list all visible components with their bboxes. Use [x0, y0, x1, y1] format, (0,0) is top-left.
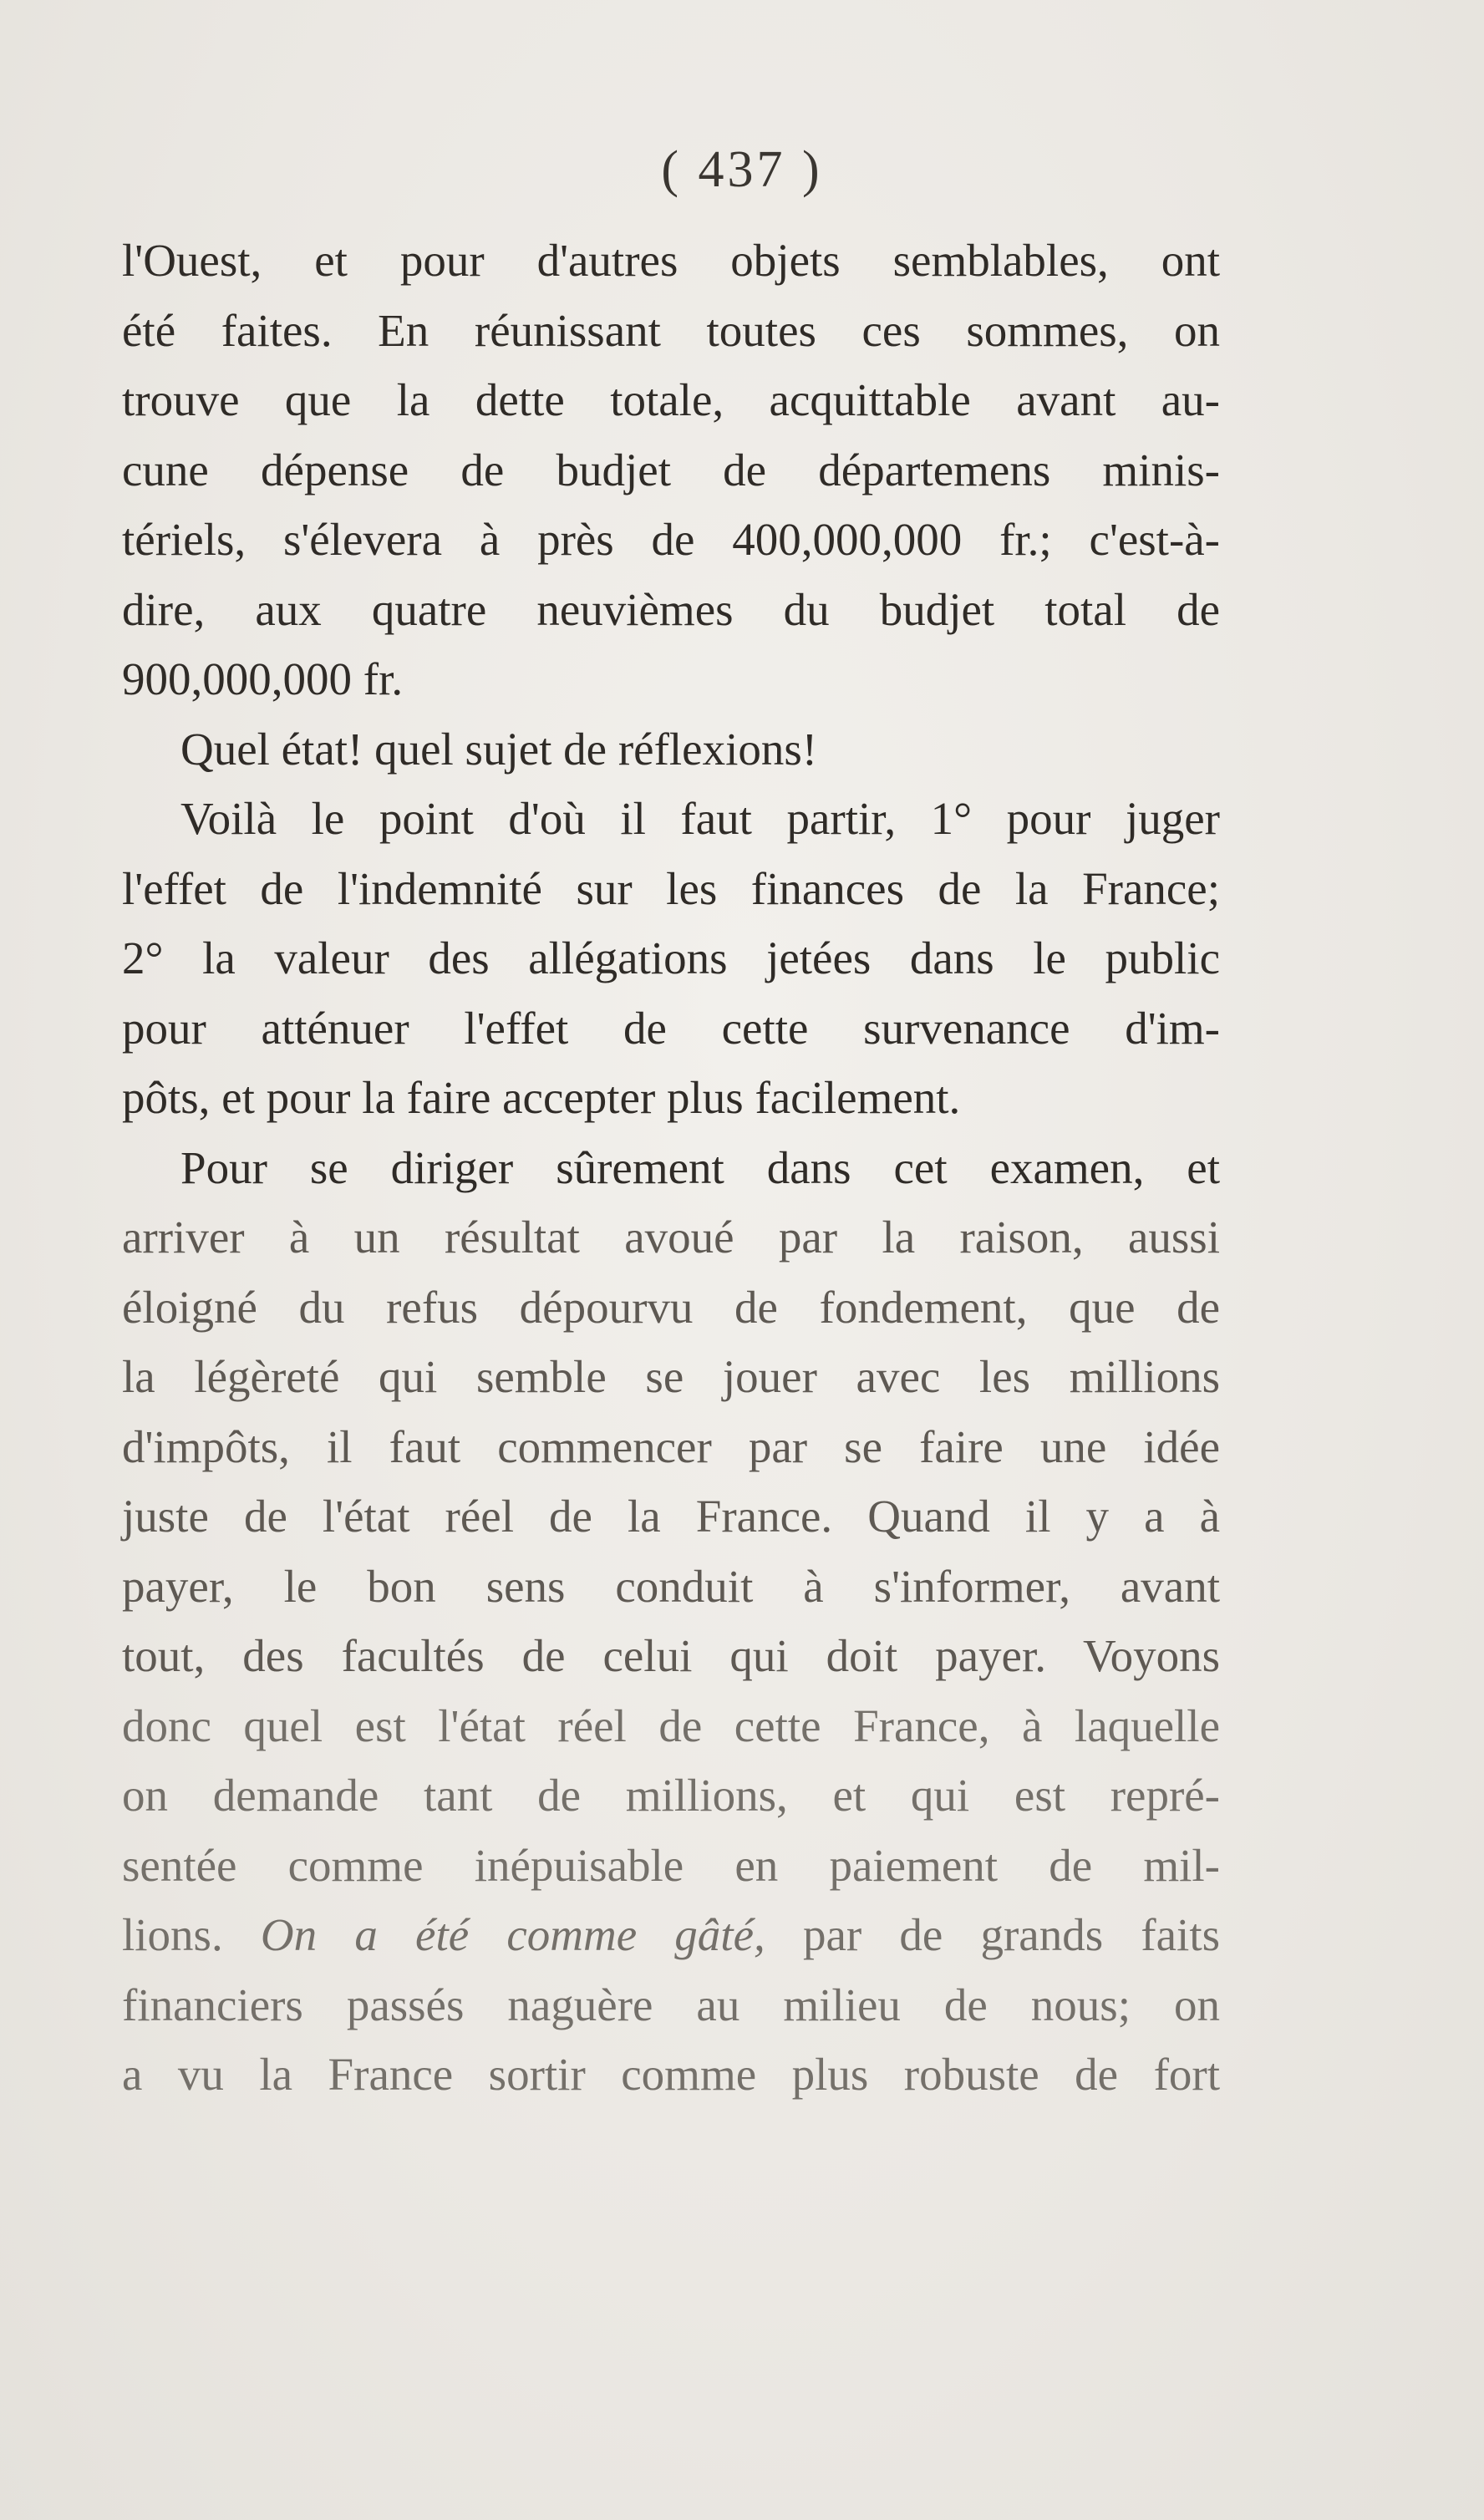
text-line: la légèreté qui semble se jouer avec les millions — [122, 1351, 1220, 1402]
text-line: financiers passés naguère au milieu de nous; on — [122, 1979, 1220, 2030]
text-line: trouve que la dette totale, acquittable avant au- — [122, 374, 1220, 425]
body-text — [122, 226, 1220, 2110]
text-line: dire, aux quatre neuvièmes du budjet total de — [122, 583, 1220, 635]
text-line: cune dépense de budjet de départemens minis- — [122, 444, 1220, 495]
text-line: sentée comme inépuisable en paiement de mil- — [122, 1839, 1220, 1891]
text-line: l'Ouest, et pour d'autres objets semblables, ont — [122, 235, 1220, 286]
text-line: Voilà le point d'où il faut partir, 1° pour juger — [180, 793, 1220, 844]
text-line: pour atténuer l'effet de cette survenance d'im- — [122, 1002, 1220, 1054]
text-line: pôts, et pour la faire accepter plus facilement. — [122, 1072, 961, 1123]
text-line: Quel état! quel sujet de réflexions! — [180, 723, 818, 775]
text-line: on demande tant de millions, et qui est repré- — [122, 1770, 1220, 1821]
text-line: a vu la France sortir comme plus robuste de fort — [122, 2049, 1220, 2100]
text-line: 2° la valeur des allégations jetées dans le public — [122, 932, 1220, 983]
text-line: juste de l'état réel de la France. Quand il y a à — [122, 1491, 1220, 1542]
text-line: donc quel est l'état réel de cette France, à laquelle — [122, 1699, 1220, 1751]
text-line: 900,000,000 fr. — [122, 653, 404, 704]
text-line: payer, le bon sens conduit à s'informer, avant — [122, 1560, 1220, 1612]
page-number: ( 437 ) — [661, 141, 823, 198]
text-line: été faites. En réunissant toutes ces sommes, on — [122, 304, 1220, 356]
text-line: tériels, s'élevera à près de 400,000,000 fr.; c'est-à- — [122, 514, 1220, 565]
line-end: par de grands faits — [765, 1909, 1221, 1960]
text-line: Pour se diriger sûrement dans cet examen, et — [180, 1141, 1220, 1193]
text-line: d'impôts, il faut commencer par se faire une idée — [122, 1420, 1220, 1472]
text-line: l'effet de l'indemnité sur les finances de la France; — [122, 862, 1220, 914]
text-line-with-italic — [122, 1900, 1220, 1970]
line-start: lions. — [122, 1909, 261, 1960]
text-line: tout, des facultés de celui qui doit payer. Voyons — [122, 1630, 1220, 1681]
text-line: arriver à un résultat avoué par la raison, aussi — [122, 1212, 1220, 1263]
italic-phrase: On a été comme gâté, — [260, 1909, 765, 1960]
text-line: éloigné du refus dépourvu de fondement, que de — [122, 1281, 1220, 1333]
